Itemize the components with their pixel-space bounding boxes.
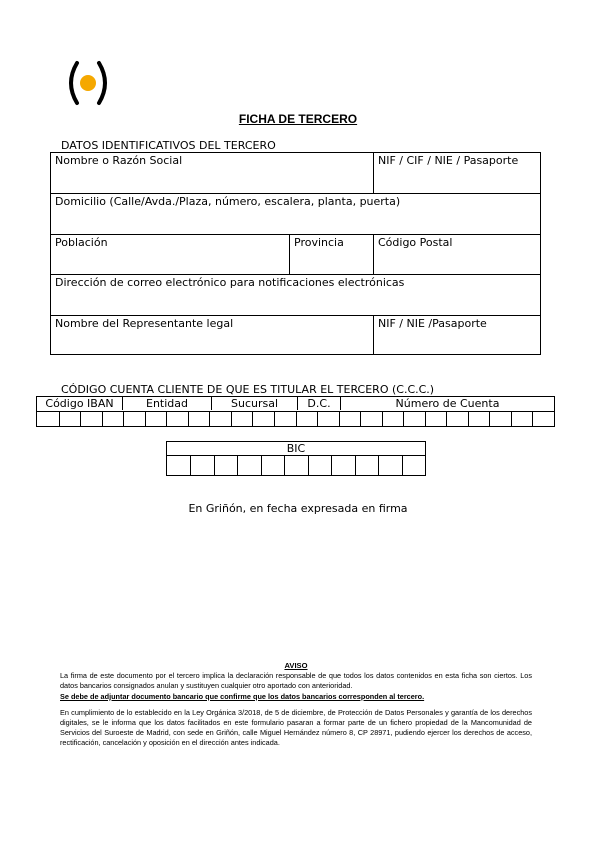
ccc-digit-cell[interactable] — [188, 412, 210, 426]
name-field[interactable] — [51, 153, 373, 193]
notice-block — [60, 661, 532, 749]
city-field[interactable] — [51, 235, 289, 274]
ccc-digit-cell[interactable] — [166, 412, 188, 426]
notice-paragraph-2: En cumplimiento de lo establecido en la Ley Orgánica 3/2018, de 5 de diciembre, de Protección de Datos Personales y garantía de los derechos digitales, se le informa que los datos facilitados en este formulario pasaran a formar parte de un fichero propiedad de la Mancomunidad de Servicios del Suroeste de Madrid, con sede en Griñón, calle Miguel Hernández número 8, CP 28971, pudiendo ejercer los derechos de acceso, rectificación, cancelación y oposición en el dirección antes indicada. — [60, 707, 532, 748]
identification-form — [50, 152, 541, 355]
ccc-digit-cell[interactable] — [532, 412, 554, 426]
postal-code-field[interactable] — [374, 235, 540, 274]
city-label: Población — [55, 236, 108, 249]
organization-logo — [63, 58, 113, 108]
representative-nif-label: NIF / NIE /Pasaporte — [378, 317, 487, 330]
bic-digit-cell[interactable] — [237, 456, 260, 475]
ccc-digit-cell[interactable] — [382, 412, 404, 426]
email-field[interactable] — [51, 275, 540, 315]
bic-digit-cell[interactable] — [402, 456, 425, 475]
name-label: Nombre o Razón Social — [55, 154, 183, 167]
ccc-digit-cell[interactable] — [37, 412, 59, 426]
ccc-digit-cell[interactable] — [102, 412, 124, 426]
email-label: Dirección de correo electrónico para notificaciones electrónicas — [55, 276, 405, 289]
bic-digit-cell[interactable] — [308, 456, 331, 475]
ccc-digit-cell[interactable] — [274, 412, 296, 426]
bic-digit-cell[interactable] — [261, 456, 284, 475]
ccc-digit-cell[interactable] — [446, 412, 468, 426]
bic-header: BIC — [286, 442, 306, 455]
postal-code-label: Código Postal — [378, 236, 453, 249]
nif-label: NIF / CIF / NIE / Pasaporte — [378, 154, 519, 167]
ccc-digit-cell[interactable] — [59, 412, 81, 426]
ccc-digit-cell[interactable] — [489, 412, 511, 426]
address-field[interactable] — [51, 194, 540, 234]
ccc-digit-cell[interactable] — [339, 412, 361, 426]
representative-field[interactable] — [51, 316, 373, 355]
province-field[interactable] — [290, 235, 373, 274]
province-label: Provincia — [294, 236, 344, 249]
bic-digit-cell[interactable] — [378, 456, 401, 475]
ccc-digit-cell[interactable] — [145, 412, 167, 426]
bank-heading: CÓDIGO CUENTA CLIENTE DE QUE ES TITULAR EL TERCERO (C.C.C.) — [61, 383, 435, 396]
representative-label: Nombre del Representante legal — [55, 317, 234, 330]
bic-grid — [166, 441, 426, 476]
ccc-digit-cell[interactable] — [403, 412, 425, 426]
ccc-digit-cell[interactable] — [209, 412, 231, 426]
place-and-date: En Griñón, en fecha expresada en firma — [188, 502, 408, 515]
branch-header: Sucursal — [230, 397, 279, 410]
account-number-header: Número de Cuenta — [395, 397, 500, 410]
bic-digit-cell[interactable] — [167, 456, 190, 475]
bic-digit-cell[interactable] — [355, 456, 378, 475]
notice-paragraph-1: La firma de este documento por el tercero implica la declaración responsable de que todos los datos contenidos en esta ficha son ciertos. Los datos bancarios consignados anulan y sustituyen cualquier otro aportado con anterioridad. — [60, 671, 532, 691]
ccc-digit-cell[interactable] — [468, 412, 490, 426]
page-title: FICHA DE TERCERO — [238, 112, 358, 126]
bic-digit-cell[interactable] — [331, 456, 354, 475]
iban-header: Código IBAN — [45, 397, 114, 410]
ccc-digit-cell[interactable] — [123, 412, 145, 426]
nif-field[interactable] — [374, 153, 540, 193]
identification-heading: DATOS IDENTIFICATIVOS DEL TERCERO — [61, 139, 276, 152]
notice-bold-warning: Se debe de adjuntar documento bancario que confirme que los datos bancarios corresponden al tercero. — [60, 691, 425, 701]
ccc-digit-cell[interactable] — [360, 412, 382, 426]
ccc-digit-cell[interactable] — [425, 412, 447, 426]
ccc-digit-cell[interactable] — [231, 412, 253, 426]
bic-digit-cell[interactable] — [190, 456, 213, 475]
dc-header: D.C. — [307, 397, 331, 410]
bic-digit-cell[interactable] — [214, 456, 237, 475]
ccc-grid — [36, 396, 555, 427]
entity-header: Entidad — [146, 397, 188, 410]
ccc-digit-cell[interactable] — [317, 412, 339, 426]
ccc-digit-cell[interactable] — [80, 412, 102, 426]
ccc-digit-cell[interactable] — [511, 412, 533, 426]
ccc-digit-cell[interactable] — [252, 412, 274, 426]
representative-nif-field[interactable] — [374, 316, 540, 355]
notice-title: AVISO — [284, 661, 308, 670]
bic-digit-cell[interactable] — [284, 456, 307, 475]
ccc-digit-cell[interactable] — [296, 412, 318, 426]
address-label: Domicilio (Calle/Avda./Plaza, número, escalera, planta, puerta) — [55, 195, 401, 208]
radio-broadcast-logo-icon — [63, 58, 113, 108]
